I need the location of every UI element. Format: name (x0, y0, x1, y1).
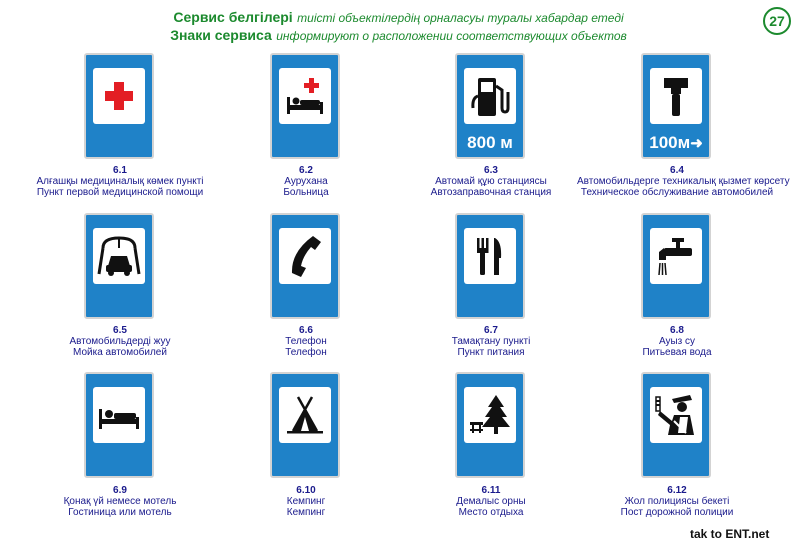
sign-number: 6.2 (299, 165, 313, 176)
sign-name-ru: Мойка автомобилей (73, 347, 167, 358)
sign-6-11 (455, 372, 525, 478)
sign-name-kz: Демалыс орны (456, 496, 526, 507)
sign-panel (650, 68, 702, 124)
rest-tree-icon (464, 387, 516, 443)
sign-name-ru: Кемпинг (286, 507, 326, 518)
sign-name-kz: Автомай құю станциясы (435, 176, 547, 187)
fork-knife-icon (464, 228, 516, 284)
sign-number: 6.11 (481, 485, 501, 496)
telephone-icon (279, 228, 331, 284)
header-subtitle-ru: информируют о расположении соответствующих объектов (276, 29, 627, 43)
sign-number: 6.9 (113, 485, 127, 496)
bed-icon (93, 387, 145, 443)
sign-caption-6-12 (577, 485, 777, 518)
sign-name-ru: Место отдыха (458, 507, 524, 518)
fuel-pump-icon (464, 68, 516, 124)
sign-number: 6.7 (484, 325, 498, 336)
sign-number: 6.10 (296, 485, 316, 496)
watermark: tak to ENT.net (690, 527, 770, 541)
arrow-right-icon: ➜ (690, 135, 703, 152)
sign-name-ru: Автозаправочная станция (430, 187, 552, 198)
sign-name-kz: Кемпинг (286, 496, 326, 507)
header-title-kz: Сервис белгілері (173, 9, 293, 25)
sign-6-3 (455, 53, 525, 159)
sign-number: 6.5 (113, 325, 127, 336)
sign-panel (93, 387, 145, 443)
sign-panel (93, 228, 145, 284)
sign-panel (464, 68, 516, 124)
sign-panel (650, 228, 702, 284)
sign-name-kz: Автомобильдерді жуу (69, 336, 171, 347)
distance-value: 100м (649, 133, 691, 152)
sign-6-7 (455, 213, 525, 319)
sign-name-kz: Қонақ үй немесе мотель (63, 496, 177, 507)
tent-icon (279, 387, 331, 443)
sign-name-kz: Автомобильдерге техникалық қызмет көрсету (577, 176, 790, 187)
sign-panel (464, 387, 516, 443)
red-cross-icon (93, 68, 145, 124)
sign-caption-6-9 (20, 485, 220, 518)
sign-name-kz: Жол полициясы бекеті (624, 496, 730, 507)
sign-panel (279, 68, 331, 124)
sign-caption-6-5 (20, 325, 220, 358)
sign-name-kz: Алғашқы медициналық көмек пункті (36, 176, 204, 187)
sign-number: 6.1 (113, 165, 127, 176)
sign-6-9 (84, 372, 154, 478)
sign-6-12 (641, 372, 711, 478)
sign-6-8 (641, 213, 711, 319)
sign-number: 6.3 (484, 165, 498, 176)
sign-caption-6-1 (20, 165, 220, 198)
sign-caption-6-11 (391, 485, 591, 518)
sign-6-10 (270, 372, 340, 478)
header-subtitle-kz: тиісті объектілердің орналасуы туралы хабардар етеді (297, 11, 624, 25)
sign-name-ru: Телефон (285, 347, 327, 358)
sign-name-ru: Пункт первой медицинской помощи (36, 187, 204, 198)
sign-caption-6-7 (391, 325, 591, 358)
sign-name-ru: Пункт питания (457, 347, 525, 358)
sign-name-kz: Ауыз су (658, 336, 696, 347)
sign-number: 6.8 (670, 325, 684, 336)
sign-name-ru: Больница (283, 187, 329, 198)
sign-6-2 (270, 53, 340, 159)
sign-panel (279, 228, 331, 284)
sign-name-kz: Аурухана (284, 176, 328, 187)
traffic-police-icon (650, 387, 702, 443)
sign-panel (93, 68, 145, 124)
page-number-badge: 27 (763, 7, 791, 35)
sign-panel (464, 228, 516, 284)
hospital-bed-icon (279, 68, 331, 124)
header-title-ru: Знаки сервиса (170, 27, 272, 43)
sign-name-kz: Телефон (285, 336, 327, 347)
sign-caption-6-8 (577, 325, 777, 358)
sign-caption-6-2 (206, 165, 406, 198)
car-wash-icon (93, 228, 145, 284)
sign-number: 6.12 (667, 485, 687, 496)
sign-6-5 (84, 213, 154, 319)
sign-caption-6-10 (206, 485, 406, 518)
distance-label (643, 133, 709, 153)
header-line-kz (0, 9, 797, 27)
wrench-icon (650, 68, 702, 124)
sign-6-4 (641, 53, 711, 159)
sign-name-ru: Гостиница или мотель (68, 507, 172, 518)
sign-panel (650, 387, 702, 443)
sign-number: 6.4 (670, 165, 684, 176)
sign-caption-6-3 (391, 165, 591, 198)
header-line-ru (0, 27, 797, 45)
sign-caption-6-6 (206, 325, 406, 358)
sign-6-6 (270, 213, 340, 319)
sign-name-kz: Тамақтану пункті (451, 336, 531, 347)
sign-caption-6-4 (577, 165, 790, 198)
sign-6-1 (84, 53, 154, 159)
water-tap-icon (650, 228, 702, 284)
page-header (0, 9, 797, 45)
sign-panel (279, 387, 331, 443)
sign-name-ru: Пост дорожной полиции (620, 507, 734, 518)
sign-name-ru: Питьевая вода (642, 347, 712, 358)
sign-number: 6.6 (299, 325, 313, 336)
distance-label: 800 м (467, 133, 513, 152)
sign-name-ru: Техническое обслуживание автомобилей (580, 187, 774, 198)
